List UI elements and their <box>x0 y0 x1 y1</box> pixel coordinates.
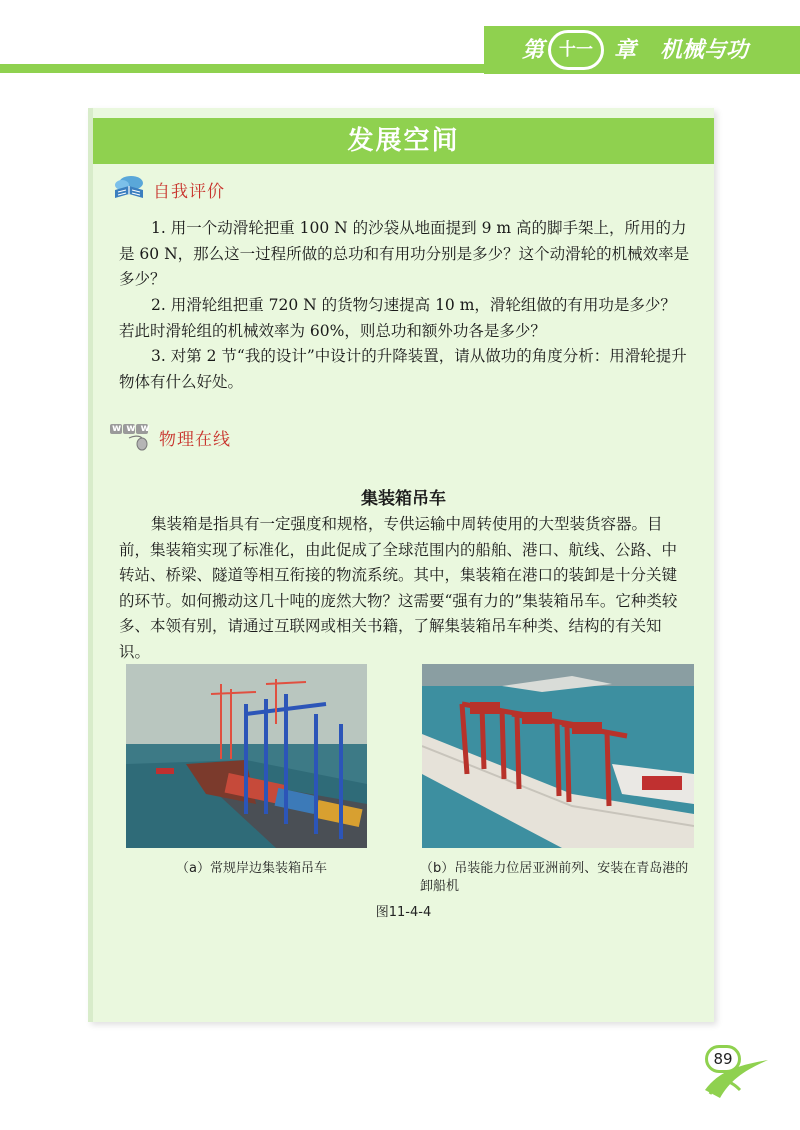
chapter-prefix: 第 <box>522 37 545 63</box>
self-eval-label: 自我评价 <box>153 181 225 202</box>
question-2: 2. 用滑轮组把重 720 N 的货物匀速提高 10 m，滑轮组做的有用功是多少？若此时滑轮组的机械效率为 60%，则总功和额外功各是多少？ <box>119 296 676 340</box>
book-cloud-icon <box>111 174 147 204</box>
chapter-suffix: 章 <box>614 37 637 63</box>
chapter-title: 机械与功 <box>660 37 749 63</box>
self-eval-heading <box>111 174 225 204</box>
figure-label: 图11-4-4 <box>375 905 432 920</box>
www-mouse-icon <box>109 422 153 452</box>
photo-shore-crane <box>126 664 367 848</box>
www-label: www <box>112 423 155 434</box>
online-heading <box>109 422 231 452</box>
chapter-number-badge: 十一 <box>548 30 604 70</box>
development-panel <box>88 108 714 1022</box>
page-number: 89 <box>705 1045 741 1073</box>
online-label: 物理在线 <box>159 429 231 450</box>
caption-b: （b）吊装能力位居亚洲前列、安装在青岛港的卸船机 <box>420 861 689 894</box>
question-1: 1. 用一个动滑轮把重 100 N 的沙袋从地面提到 9 m 高的脚手架上，所用的力是 60 N，那么这一过程所做的总功和有用功分别是多少？这个动滑轮的机械效率是多少？ <box>119 219 690 288</box>
article-body: 集装箱是指具有一定强度和规格，专供运输中周转使用的大型装货容器。目前，集装箱实现了标准化，由此促成了全球范围内的船舶、港口、航线、公路、中转站、桥梁、隧道等相互衔接的物流系统。其中，集装箱在港口的装卸是十分关键的环节。如何搬动这几十吨的庞然大物？这需要“强有力的”集装箱吊车。它种类较多、本领有别，请通过互联网或相关书籍，了解集装箱吊车种类、结构的有关知识。 <box>119 515 678 661</box>
article-title: 集装箱吊车 <box>361 489 446 509</box>
photo-qingdao-unloader <box>422 664 694 848</box>
panel-title: 发展空间 <box>347 126 460 156</box>
panel-title-bar <box>93 118 714 164</box>
question-3: 3. 对第 2 节“我的设计”中设计的升降装置，请从做功的角度分析：用滑轮提升物体有什么好处。 <box>119 347 687 391</box>
caption-a: （a）常规岸边集装箱吊车 <box>176 861 327 876</box>
